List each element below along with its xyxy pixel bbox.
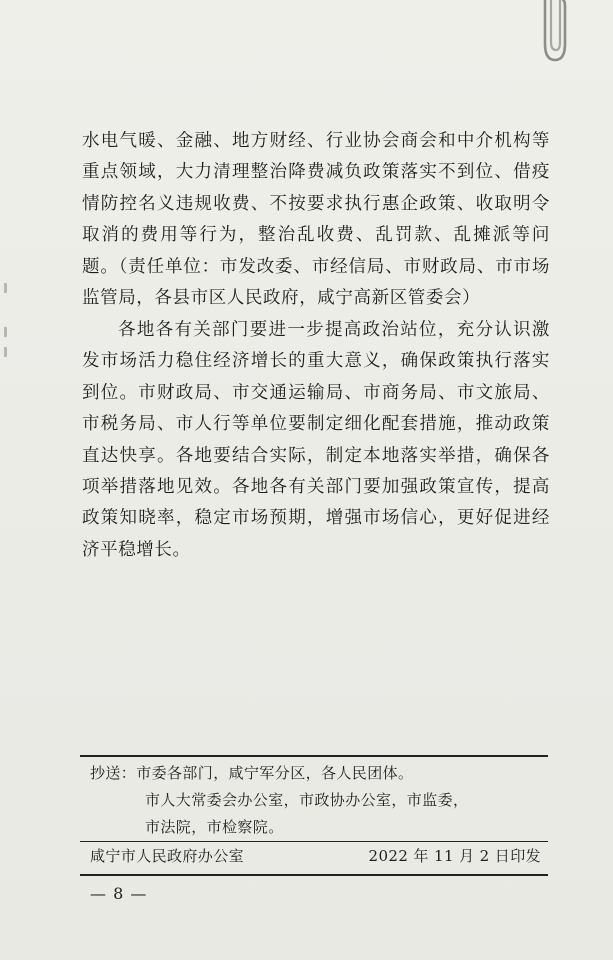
scan-margin-mark	[4, 327, 7, 337]
page-number: — 8 —	[90, 884, 148, 903]
divider-line	[80, 841, 548, 842]
divider-line	[80, 755, 548, 757]
issuer-name: 咸宁市人民政府办公室	[90, 847, 245, 865]
cc-row	[90, 760, 540, 787]
scan-margin-mark	[4, 347, 7, 357]
issue-date: 2022 年 11 月 2 日印发	[368, 847, 541, 865]
scan-margin-mark	[4, 283, 7, 293]
cc-section	[90, 760, 540, 841]
body-paragraph: 各地各有关部门要进一步提高政治站位，充分认识激发市场活力稳住经济增长的重大意义，确保政策执行落实到位。市财政局、市交通运输局、市商务局、市文旅局、市税务局、市人行等单位要制定细化配套措施，推动政策直达快享。各地要结合实际，制定本地落实举措，确保各项举措落地见效。各地各有关部门要加强政策宣传，提高政策知晓率，稳定市场预期，增强市场信心，更好促进经济平稳增长。	[82, 320, 550, 560]
paper-clip-icon	[533, 0, 573, 70]
divider-line	[80, 874, 548, 876]
cc-recipients: 市法院，市检察院。	[145, 818, 284, 836]
body-paragraph: 水电气暖、金融、地方财经、行业协会商会和中介机构等重点领域，大力清理整治降费减负政策落实不到位、借疫情防控名义违规收费、不按要求执行惠企政策、收取明令取消的费用等行为，整治乱收费、乱罚款、乱摊派等问题。（责任单位：市发改委、市经信局、市财政局、市市场监管局，各县市区人民政府，咸宁高新区管委会）	[82, 131, 550, 309]
cc-recipients: 市委各部门，咸宁军分区，各人民团体。	[136, 764, 414, 782]
cc-recipients: 市人大常委会办公室，市政协办公室，市监委，	[145, 791, 469, 809]
cc-label: 抄送：	[90, 764, 137, 782]
